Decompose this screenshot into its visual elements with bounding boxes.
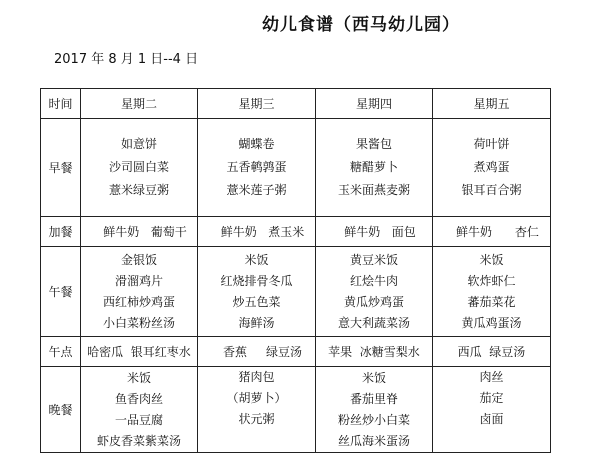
- dish: 蝴蝶卷: [238, 137, 275, 151]
- dish: 煮鸡蛋: [473, 160, 510, 174]
- header-day: 星期五: [433, 89, 551, 119]
- dish: 海鲜汤: [238, 315, 275, 330]
- header-day: 星期三: [198, 89, 316, 119]
- menu-cell: [316, 247, 433, 337]
- menu-cell: 哈密瓜 银耳红枣水: [81, 337, 198, 367]
- dish: 肉丝: [479, 370, 504, 384]
- dish: 米饭: [244, 252, 269, 267]
- dish: 粉丝炒小白菜: [337, 412, 410, 427]
- menu-cell: [81, 247, 198, 337]
- header-day: 星期二: [81, 89, 198, 119]
- dish: 糖醋萝卜: [349, 160, 398, 174]
- dish: 玉米面燕麦粥: [337, 183, 410, 197]
- dish: 米饭: [126, 370, 151, 385]
- dish: 红烧排骨冬瓜: [220, 273, 293, 288]
- dish: 薏米绿豆粥: [108, 183, 169, 197]
- menu-cell: [198, 367, 316, 453]
- dish: 银耳百合粥: [461, 183, 522, 197]
- menu-cell: 西瓜 绿豆汤: [433, 337, 551, 367]
- meal-label-tea: 午点: [41, 337, 81, 367]
- date-range: 2017 年 8 月 1 日--4 日: [54, 52, 199, 67]
- header-row: [41, 89, 551, 119]
- dish: 沙司圆白菜: [108, 160, 169, 174]
- dish: 滑溜鸡片: [114, 273, 163, 288]
- menu-table: [40, 88, 551, 453]
- tea-row: [41, 337, 551, 367]
- dish: 软炸虾仁: [467, 273, 516, 288]
- dish: 小白菜粉丝汤: [102, 315, 175, 330]
- lunch-row: [41, 247, 551, 337]
- dish: 西红柿炒鸡蛋: [102, 294, 175, 309]
- dish: 鱼香肉丝: [114, 391, 163, 406]
- dish: 米饭: [479, 252, 504, 267]
- menu-cell: [316, 119, 433, 217]
- header-time: 时间: [41, 89, 81, 119]
- dish: 米饭: [361, 370, 386, 385]
- menu-cell: 鲜牛奶 面包: [316, 217, 433, 247]
- dish: （胡萝卜）: [226, 391, 287, 405]
- dish: 蕃茄菜花: [467, 294, 516, 309]
- menu-cell: [198, 119, 316, 217]
- meal-label-lunch: 午餐: [41, 247, 81, 337]
- dish: 黄豆米饭: [349, 252, 398, 267]
- menu-cell: [81, 119, 198, 217]
- menu-cell: 鲜牛奶 葡萄干: [81, 217, 198, 247]
- dish: 如意饼: [120, 137, 157, 151]
- dish: 一品豆腐: [114, 412, 163, 427]
- dish: 意大利蔬菜汤: [337, 315, 410, 330]
- dish: 黄瓜炒鸡蛋: [343, 294, 404, 309]
- menu-cell: [433, 367, 551, 453]
- menu-cell: 香蕉 绿豆汤: [198, 337, 316, 367]
- page-title: 幼儿食谱（西马幼儿园）: [262, 15, 460, 35]
- menu-cell: [81, 367, 198, 453]
- dinner-row: [41, 367, 551, 453]
- dish: 猪肉包: [238, 370, 275, 384]
- dish: 丝瓜海米蛋汤: [337, 433, 410, 448]
- breakfast-row: [41, 119, 551, 217]
- menu-cell: [316, 367, 433, 453]
- menu-cell: 苹果 冰糖雪梨水: [316, 337, 433, 367]
- dish: 果酱包: [355, 137, 392, 151]
- dish: 薏米莲子粥: [226, 183, 287, 197]
- dish: 荷叶饼: [473, 137, 510, 151]
- header-day: 星期四: [316, 89, 433, 119]
- dish: 黄瓜鸡蛋汤: [461, 315, 522, 330]
- meal-label-snack: 加餐: [41, 217, 81, 247]
- dish: 红烩牛肉: [349, 273, 398, 288]
- menu-cell: [433, 247, 551, 337]
- menu-cell: 鲜牛奶 煮玉米: [198, 217, 316, 247]
- dish: 金银饭: [120, 252, 157, 267]
- menu-cell: [433, 119, 551, 217]
- dish: 五香鹌鹑蛋: [226, 160, 287, 174]
- snack-row: [41, 217, 551, 247]
- dish: 炒五色菜: [232, 294, 281, 309]
- dish: 茄定: [479, 391, 504, 405]
- dish: 虾皮香菜紫菜汤: [96, 433, 181, 448]
- menu-cell: 鲜牛奶 杏仁: [433, 217, 551, 247]
- dish: 状元粥: [238, 412, 275, 426]
- dish: 卤面: [479, 412, 504, 426]
- meal-label-dinner: 晚餐: [41, 367, 81, 453]
- meal-label-breakfast: 早餐: [41, 119, 81, 217]
- dish: 番茄里脊: [349, 391, 398, 406]
- menu-cell: [198, 247, 316, 337]
